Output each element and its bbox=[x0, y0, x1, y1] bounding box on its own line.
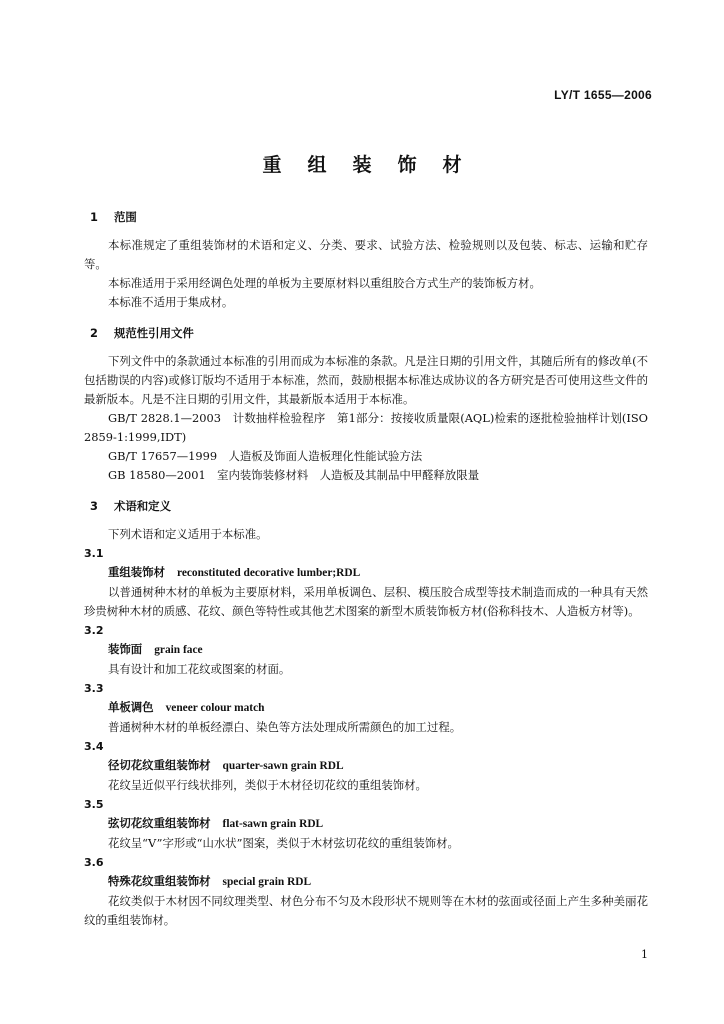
term-chinese: 特殊花纹重组装饰材 bbox=[108, 874, 211, 888]
term-chinese: 单板调色 bbox=[108, 700, 154, 714]
term-definition: 花纹呈“V”字形或“山水状”图案，类似于木材弦切花纹的重组装饰材。 bbox=[108, 836, 459, 850]
page-number: 1 bbox=[641, 948, 648, 961]
term-definition: 以普通树种木材的单板为主要原材料，采用单板调色、层积、模压胶合成型等技术制造而成的一种具有天然珍贵树种木材的质感、花纹、颜色等特性或其他艺术图案的新型木质装饰板方材(俗称科技木、人造板方材等)。 bbox=[84, 585, 648, 618]
term-heading bbox=[84, 640, 648, 660]
term-english: flat-sawn grain RDL bbox=[222, 818, 324, 830]
term-entry bbox=[84, 544, 648, 621]
section-title: 规范性引用文件 bbox=[114, 326, 194, 340]
section-title: 范围 bbox=[114, 210, 137, 224]
paragraph: 本标准适用于采用经调色处理的单板为主要原材料以重组胶合方式生产的装饰板方材。 bbox=[108, 276, 541, 290]
term-number: 3.4 bbox=[84, 740, 104, 753]
section-heading-1 bbox=[84, 208, 648, 227]
term-english: grain face bbox=[154, 644, 203, 656]
section-heading-3 bbox=[84, 497, 648, 516]
term-chinese: 弦切花纹重组装饰材 bbox=[108, 816, 211, 830]
standard-code: LY/T 1655—2006 bbox=[554, 88, 652, 102]
term-definition: 花纹类似于木材因不同纹理类型、材色分布不匀及木段形状不规则等在木材的弦面或径面上产生多种美丽花纹的重组装饰材。 bbox=[84, 894, 648, 927]
term-chinese: 重组装饰材 bbox=[108, 565, 165, 579]
term-heading bbox=[84, 756, 648, 776]
term-english: reconstituted decorative lumber;RDL bbox=[176, 567, 361, 579]
term-number: 3.2 bbox=[84, 624, 104, 637]
term-heading bbox=[84, 814, 648, 834]
paragraph: 本标准不适用于集成材。 bbox=[108, 295, 234, 309]
term-number: 3.3 bbox=[84, 682, 104, 695]
term-entry bbox=[84, 737, 648, 795]
section-number: 3 bbox=[90, 499, 98, 513]
term-entry bbox=[84, 621, 648, 679]
term-english: quarter-sawn grain RDL bbox=[222, 760, 344, 772]
term-chinese: 径切花纹重组装饰材 bbox=[108, 758, 211, 772]
term-entry bbox=[84, 679, 648, 737]
section-heading-2 bbox=[84, 324, 648, 343]
term-chinese: 装饰面 bbox=[108, 642, 143, 656]
term-heading bbox=[84, 872, 648, 892]
normative-reference: GB 18580—2001 室内装饰装修材料 人造板及其制品中甲醛释放限量 bbox=[108, 468, 480, 482]
normative-reference: GB/T 17657—1999 人造板及饰面人造板理化性能试验方法 bbox=[108, 449, 423, 463]
document-body bbox=[84, 208, 648, 930]
paragraph: 本标准规定了重组装饰材的术语和定义、分类、要求、试验方法、检验规则以及包装、标志、运输和贮存等。 bbox=[84, 238, 648, 271]
term-definition: 普通树种木材的单板经漂白、染色等方法处理成所需颜色的加工过程。 bbox=[108, 720, 462, 734]
term-number: 3.5 bbox=[84, 798, 104, 811]
paragraph: 下列术语和定义适用于本标准。 bbox=[108, 527, 268, 541]
section-number: 2 bbox=[90, 326, 98, 340]
term-number: 3.1 bbox=[84, 547, 104, 560]
term-entry bbox=[84, 795, 648, 853]
normative-reference: GB/T 2828.1—2003 计数抽样检验程序 第1部分：按接收质量限(AQL)检索的逐批检验抽样计划(ISO 2859-1:1999,IDT) bbox=[84, 411, 648, 444]
section-number: 1 bbox=[90, 210, 98, 224]
document-title: 重组装饰材 bbox=[262, 154, 488, 176]
paragraph: 下列文件中的条款通过本标准的引用而成为本标准的条款。凡是注日期的引用文件，其随后所有的修改单(不包括勘误的内容)或修订版均不适用于本标准，然而，鼓励根据本标准达成协议的各方研究是否可使用这些文件的最新版本。凡是不注日期的引用文件，其最新版本适用于本标准。 bbox=[84, 354, 648, 406]
term-number: 3.6 bbox=[84, 856, 104, 869]
term-heading bbox=[84, 698, 648, 718]
term-heading bbox=[84, 563, 648, 583]
term-definition: 具有设计和加工花纹或图案的材面。 bbox=[108, 662, 291, 676]
term-english: special grain RDL bbox=[222, 876, 312, 888]
section-title: 术语和定义 bbox=[114, 499, 171, 513]
term-english: veneer colour match bbox=[165, 702, 265, 714]
term-definition: 花纹呈近似平行线状排列，类似于木材径切花纹的重组装饰材。 bbox=[108, 778, 427, 792]
term-entry bbox=[84, 853, 648, 930]
